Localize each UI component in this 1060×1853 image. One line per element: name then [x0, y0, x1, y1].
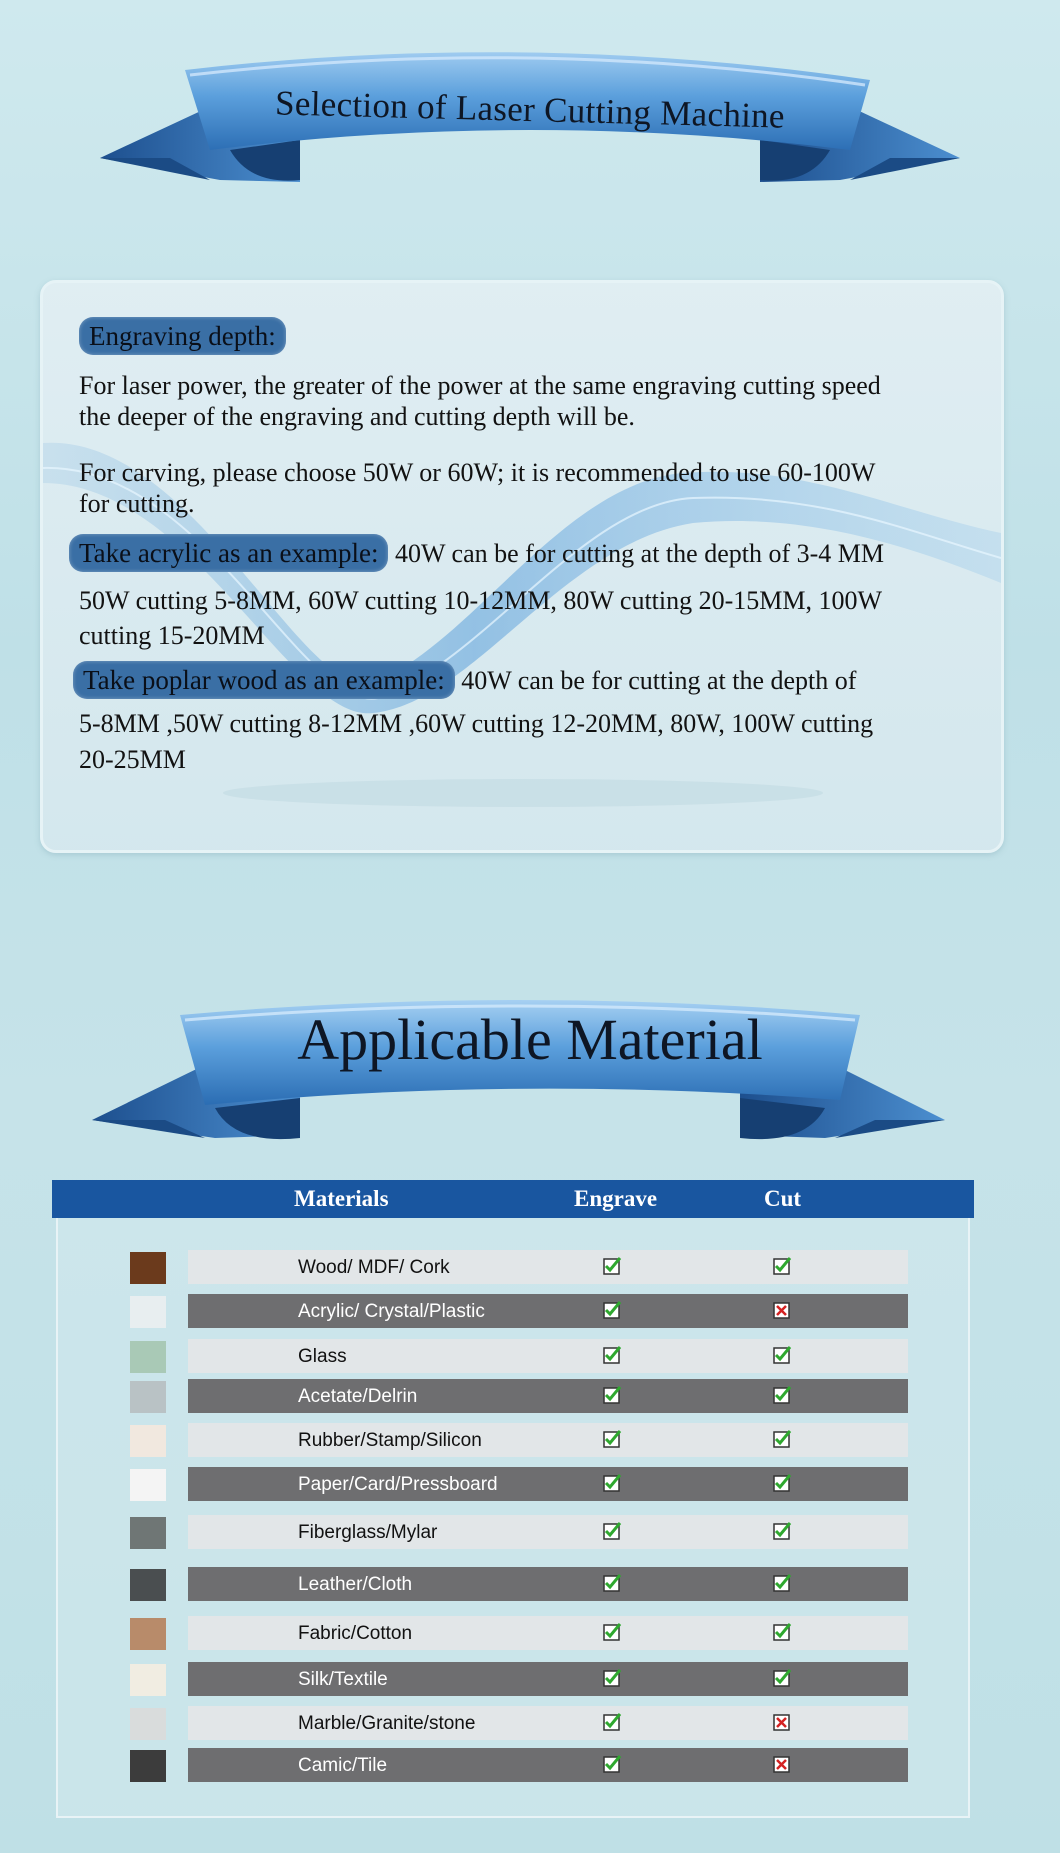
material-thumbnail — [130, 1750, 166, 1782]
banner-title: Applicable Material — [297, 1007, 763, 1072]
table-header — [52, 1180, 974, 1218]
material-thumbnail — [130, 1708, 166, 1740]
material-name: Fiberglass/Mylar — [298, 1522, 438, 1543]
material-thumbnail — [130, 1664, 166, 1696]
acrylic-line-2: 50W cutting 5-8MM, 60W cutting 10-12MM, 80W cutting 20-15MM, 100W — [79, 586, 883, 615]
applicable-material-banner — [0, 990, 1060, 1160]
table-row — [58, 1467, 968, 1501]
header-materials: Materials — [294, 1186, 389, 1211]
material-name: Rubber/Stamp/Silicon — [298, 1430, 482, 1451]
check-icon — [602, 1622, 622, 1642]
check-icon — [772, 1256, 792, 1276]
check-icon — [772, 1573, 792, 1593]
material-name: Fabric/Cotton — [298, 1623, 413, 1644]
carving-paragraph-line-1: For carving, please choose 50W or 60W; it is recommended to use 60-100W — [79, 458, 876, 487]
check-icon — [772, 1521, 792, 1541]
row-background — [188, 1748, 908, 1782]
check-icon — [602, 1573, 622, 1593]
row-background — [188, 1423, 908, 1457]
header-cut: Cut — [764, 1186, 802, 1211]
check-icon — [772, 1429, 792, 1449]
acrylic-example-label: Take acrylic as an example: — [69, 534, 388, 572]
wood-line-1: 40W can be for cutting at the depth of — [461, 666, 857, 695]
row-background — [188, 1467, 908, 1501]
row-background — [188, 1706, 908, 1740]
carving-paragraph-line-2: for cutting. — [79, 489, 195, 518]
acrylic-line-1: 40W can be for cutting at the depth of 3-4 MM — [394, 539, 885, 568]
acrylic-line-3: cutting 15-20MM — [79, 621, 265, 650]
check-icon — [602, 1668, 622, 1688]
row-background — [188, 1662, 908, 1696]
row-background — [188, 1616, 908, 1650]
table-row — [58, 1616, 968, 1650]
material-thumbnail — [130, 1618, 166, 1650]
check-icon — [602, 1385, 622, 1405]
row-background — [188, 1250, 908, 1284]
check-icon — [772, 1473, 792, 1493]
table-row — [58, 1748, 968, 1782]
engraving-depth-panel — [40, 280, 1004, 853]
table-row — [58, 1706, 968, 1740]
table-body — [56, 1218, 970, 1818]
header-engrave: Engrave — [574, 1186, 658, 1211]
power-paragraph-line-1: For laser power, the greater of the power at the same engraving cutting speed — [79, 371, 881, 400]
table-row — [58, 1515, 968, 1549]
cross-icon — [772, 1300, 792, 1320]
material-name: Leather/Cloth — [298, 1574, 413, 1595]
cross-icon — [772, 1754, 792, 1774]
check-icon — [602, 1345, 622, 1365]
material-thumbnail — [130, 1296, 166, 1328]
table-row — [58, 1662, 968, 1696]
wood-line-3: 20-25MM — [79, 745, 186, 774]
material-name: Silk/Textile — [298, 1669, 388, 1690]
materials-table — [52, 1180, 974, 1825]
wood-line-2: 5-8MM ,50W cutting 8-12MM ,60W cutting 12-20MM, 80W, 100W cutting — [79, 709, 874, 738]
banner-title: Selection of Laser Cutting Machine — [274, 83, 786, 136]
material-name: Marble/Granite/stone — [298, 1713, 476, 1734]
check-icon — [772, 1668, 792, 1688]
check-icon — [602, 1473, 622, 1493]
row-background — [188, 1294, 908, 1328]
material-thumbnail — [130, 1469, 166, 1501]
row-background — [188, 1515, 908, 1549]
row-background — [188, 1339, 908, 1373]
check-icon — [602, 1712, 622, 1732]
material-name: Paper/Card/Pressboard — [298, 1474, 498, 1495]
material-thumbnail — [130, 1341, 166, 1373]
table-row — [58, 1379, 968, 1413]
material-thumbnail — [130, 1425, 166, 1457]
row-background — [188, 1379, 908, 1413]
material-thumbnail — [130, 1569, 166, 1601]
material-thumbnail — [130, 1252, 166, 1284]
table-row — [58, 1250, 968, 1284]
row-background — [188, 1567, 908, 1601]
check-icon — [602, 1256, 622, 1276]
material-name: Glass — [298, 1346, 347, 1367]
material-name: Wood/ MDF/ Cork — [298, 1257, 450, 1278]
table-row — [58, 1423, 968, 1457]
check-icon — [602, 1300, 622, 1320]
table-row — [58, 1294, 968, 1328]
check-icon — [602, 1754, 622, 1774]
table-row — [58, 1339, 968, 1373]
table-row — [58, 1567, 968, 1601]
material-name: Camic/Tile — [298, 1755, 388, 1776]
material-name: Acetate/Delrin — [298, 1386, 418, 1407]
material-thumbnail — [130, 1381, 166, 1413]
material-thumbnail — [130, 1517, 166, 1549]
engraving-depth-heading: Engraving depth: — [79, 317, 286, 355]
check-icon — [772, 1622, 792, 1642]
cross-icon — [772, 1712, 792, 1732]
check-icon — [602, 1429, 622, 1449]
poplar-wood-example-label: Take poplar wood as an example: — [73, 661, 455, 699]
material-name: Acrylic/ Crystal/Plastic — [298, 1301, 485, 1322]
power-paragraph-line-2: the deeper of the engraving and cutting depth will be. — [79, 402, 635, 431]
top-ribbon-banner — [0, 40, 1060, 200]
check-icon — [772, 1345, 792, 1365]
check-icon — [602, 1521, 622, 1541]
check-icon — [772, 1385, 792, 1405]
